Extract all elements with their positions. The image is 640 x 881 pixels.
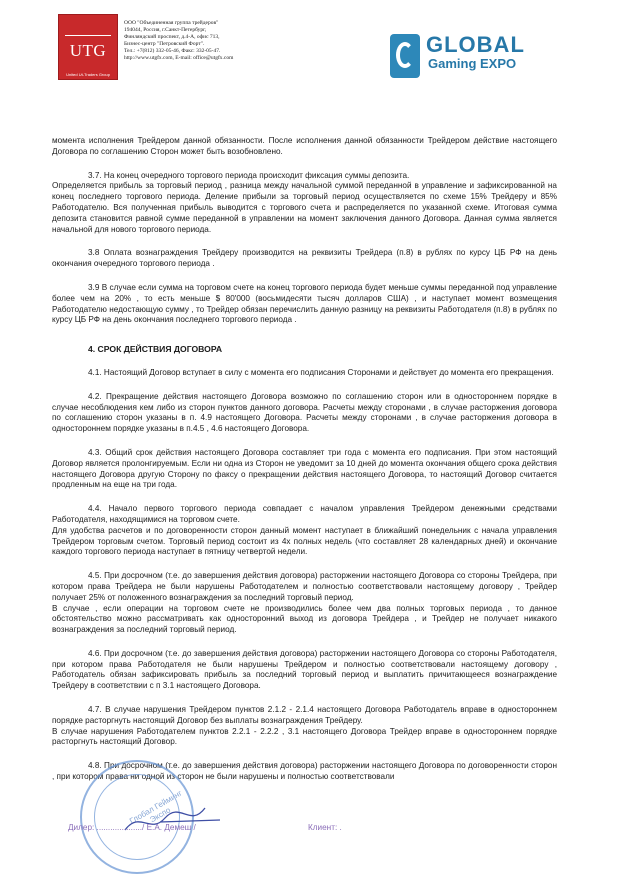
company-line: Бизнес-центр "Петровский Форт". [124,41,205,47]
utg-logo-mark: UTG [59,41,117,61]
company-line: 194044, Россия, г.Санкт-Петербург, [124,27,207,33]
paragraph-3-8: 3.8 Оплата вознаграждения Трейдеру производится на реквизиты Трейдера (п.8) в рублях по курсу ЦБ РФ на день окончания очередного торгового периода . [52,248,557,269]
company-details [124,20,264,62]
paragraph-4-3: 4.3. Общий срок действия настоящего Договора составляет три года с момента его подписания. При этом настоящий Договор является пролонгируемым. Если ни одна из Сторон не уведомит за 10 дней до момента окончания общего срока действия настоящего Договора другую Сторону по факсу о прекращении действия настоящего Договора, то настоящий Договор считается продленным на еще на три года. [52,447,557,490]
company-line: Финляндский проспект, д.4-А, офис 713, [124,34,220,40]
dealer-signature-line: Дилер: ..................../ Е.А. Демеш / [68,823,196,832]
paragraph-3-7-body: Определяется прибыль за торговый период , разница между начальной суммой переданной в управление и зафиксированной на конец последнего торгового периода. Деление прибыли за торговый период осуществляется по схеме 15% Трейдеру и 85% Работодателю. Вся полученная прибыль выводится с торгового счета и распределяется по указанной схеме. Итоговая сумма депозита становится равной сумме переданной в управлении на момент заключения данного Договора. Данная сумма является начальной для нового торгового периода. [52,181,557,234]
paragraph-4-1: 4.1. Настоящий Договор вступает в силу с момента его подписания Сторонами и действует до момента его прекращения. [88,367,554,377]
paragraph-4-5-b: В случае , если операции на торговом счете не производились более чем два полных торговых периода , то данное обстоятельство можно рассматривать как односторонний выход из договора Трейдера , и Трейдер не получает никакого вознаграждения за последний торговый период. [52,603,557,635]
utg-logo-subtitle: United Ut-Traders Group [66,72,110,77]
paragraph: момента исполнения Трейдером данной обязанности. После исполнения данной обязанности Трейдером действие настоящего Договора по соглашению Сторон может быть возобновлено. [52,136,557,156]
paragraph-4-4-b: Для удобства расчетов и по договоренности сторон данный момент наступает в ближайший понедельник с начала управления Трейдером торговым счетом. Торговый период состоит из 4х полных недель (что составляет 28 календарных дней) и окончание каждого торгового периода наступает в пятницу четвертой недели. [52,525,557,557]
paragraph-4-8: 4.8. При досрочном (т.е. до завершения действия договора) расторжении настоящего Договора по договоренности сторон , при котором права ни одной из сторон не были нарушены и полностью соответствовали [52,761,557,782]
expo-logo-icon [390,34,420,78]
global-gaming-expo-logo [390,32,570,80]
expo-logo-line2: Gaming EXPO [428,56,517,71]
expo-logo-line1: GLOBAL [426,32,525,57]
paragraph-4-5-a: 4.5. При досрочном (т.е. до завершения действия договора) расторжении настоящего Договора со стороны Трейдера, при котором права Трейдера не были нарушены Работодателем и полностью соответствовали настоящему договору , Трейдер получает 25% от положенного вознаграждения за последний торговый период. [52,571,557,602]
paragraph-3-9: 3.9 В случае если сумма на торговом счете на конец торгового периода будет меньше суммы переданной под управление более чем на 20% , то есть меньше $ 80'000 (восьмидесяти тысяч долларов США) , и наступает момент возмещения Работодателю недостающую сумму , то Трейдер обязан перечислить данную разницу на реквизиты Работодателя (п.8) в рублях по курсу ЦБ РФ на день окончания последнего торгового периода . [52,282,557,325]
stamp-text: Глобал Гейминг Экспо [128,788,184,826]
client-signature-line: Клиент: . [308,823,342,832]
paragraph-4-6: 4.6. При досрочном (т.е. до завершения действия договора) расторжении настоящего Договора со стороны Работодателя, при котором права Работодателя не были нарушены Трейдером и полностью соответствовали настоящему договору , Работодатель обязан зафиксировать прибыль за последний торговый период и выплатить причитающееся вознаграждение Трейдеру в соответствии с п 3.1 настоящего Договора. [52,648,557,691]
company-line: Тел.: +7(812) 332-05-46, Факс: 332-05-47. [124,48,221,54]
company-line: ООО "Объединенная группа трейдеров" [124,20,219,26]
signature-image [120,800,230,840]
section-heading: 4. СРОК ДЕЙСТВИЯ ДОГОВОРА [88,344,223,355]
paragraph-3-7-title: 3.7. На конец очередного торгового периода происходит фиксация суммы депозита. [88,170,410,180]
paragraph-4-7-b: В случае нарушения Работодателем пунктов 2.2.1 - 2.2.2 , 3.1 настоящего Договора Трейдер вправе в одностороннем порядке расторгнуть настоящий Договор. [52,726,557,747]
paragraph-4-2: 4.2. Прекращение действия настоящего Договора возможно по соглашению сторон или в одностороннем порядке в случае несоблюдения кем либо из сторон пунктов данного договора. Расчеты между сторонами , в случае расторжения договора по соглашению сторон указаны в п. 4.9 настоящего Договора. Расчеты между сторонами , в случае расторжения договора в одностороннем порядке указаны в п.4.5 , 4.6 настоящего Договора. [52,391,557,434]
paragraph-4-7-a: 4.7. В случае нарушения Трейдером пунктов 2.1.2 - 2.1.4 настоящего Договора Работодатель вправе в одностороннем порядке расторгнуть настоящий Договор без выплаты вознаграждения Трейдеру. [52,705,557,725]
utg-logo [58,14,118,80]
paragraph-4-4-a: 4.4. Начало первого торгового периода совпадает с началом управления Трейдером денежными средствами Работодателя, находящимися на торговом счете. [52,504,557,524]
company-line: http://www.utgfx.com, E-mail: office@utgfx.com [124,55,234,61]
document-body [52,136,557,783]
